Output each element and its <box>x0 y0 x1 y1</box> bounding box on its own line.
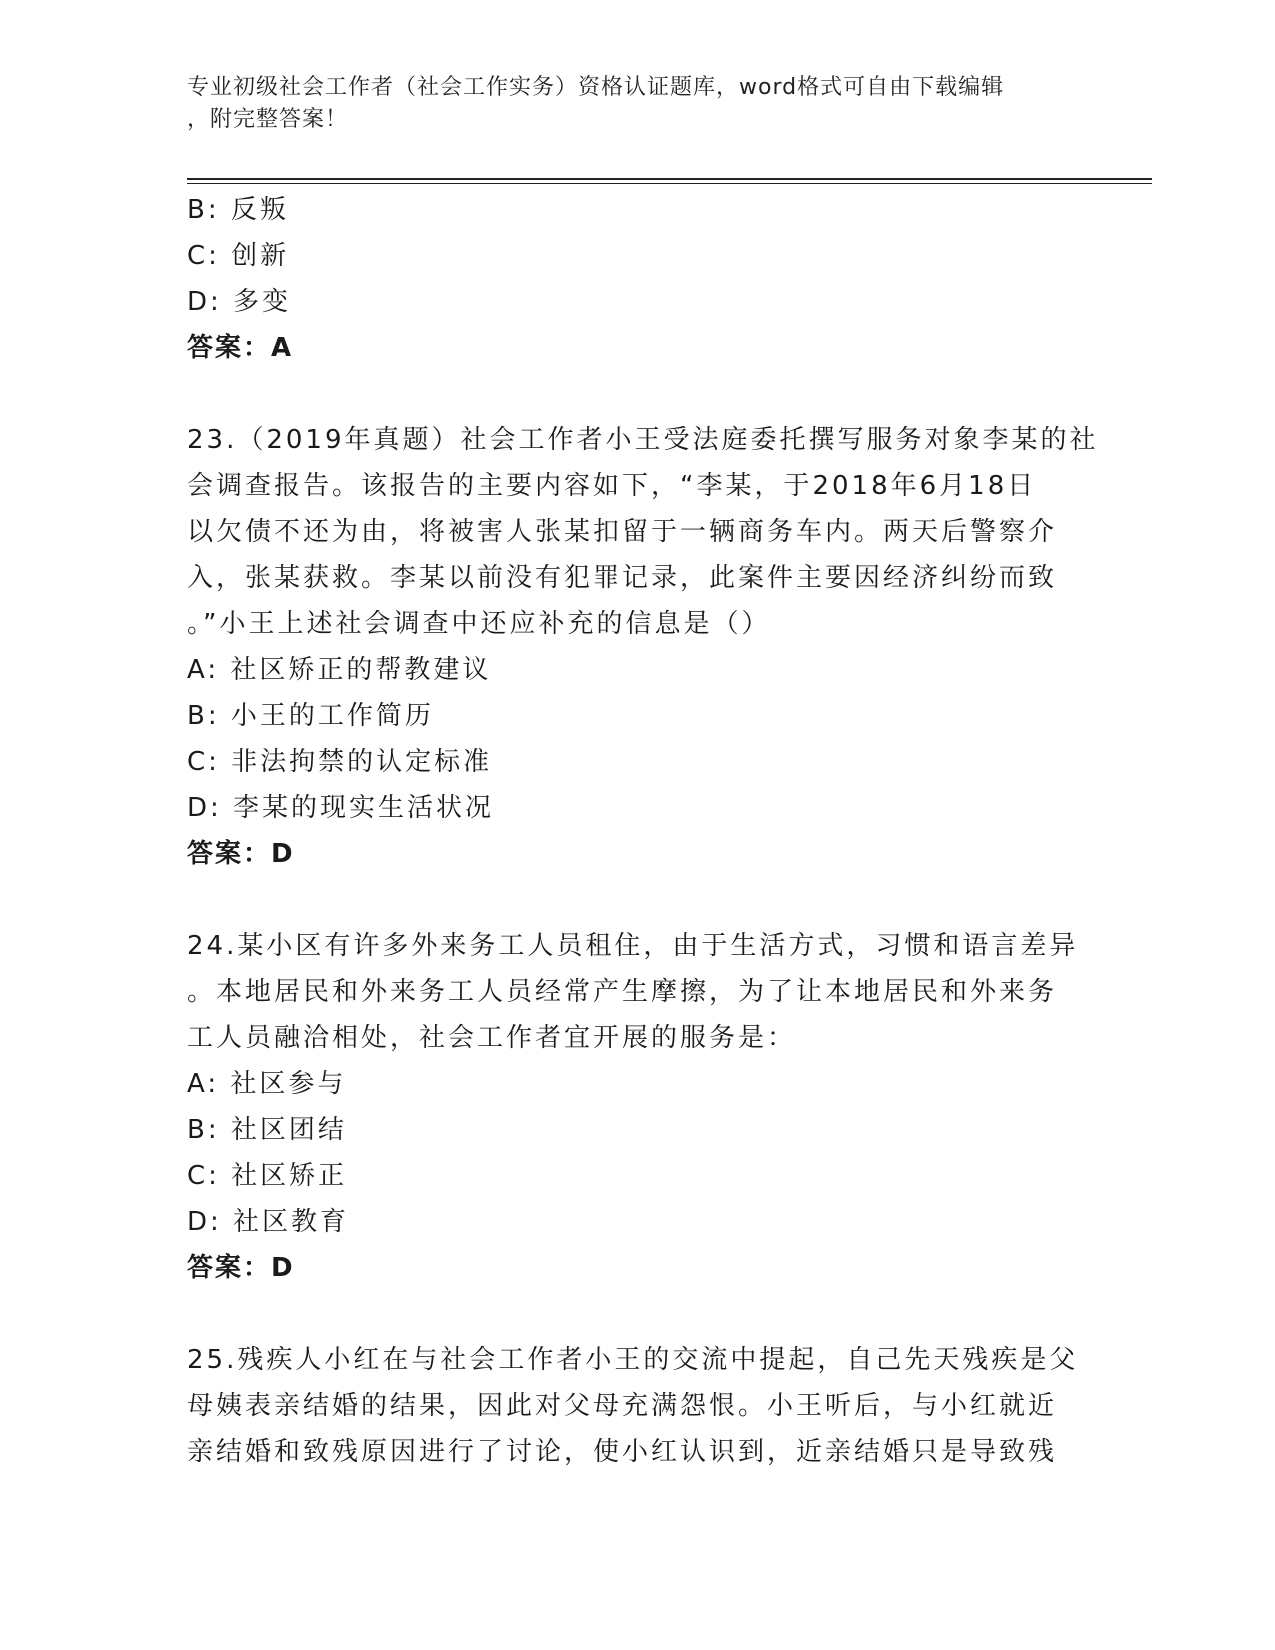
header-rule-thin <box>187 183 1152 184</box>
header-line-2: ，附完整答案！ <box>187 107 349 132</box>
spacer <box>187 1291 1087 1337</box>
question-text-line: 母姨表亲结婚的结果，因此对父母充满怨恨。小王听后，与小红就近 <box>187 1391 1058 1421</box>
option-c: C: 非法拘禁的认定标准 <box>187 747 493 777</box>
question-text-line: 。”小王上述社会调查中还应补充的信息是（） <box>187 609 771 639</box>
option-c: C: 社区矫正 <box>187 1161 348 1191</box>
question-25 <box>187 1337 1087 1475</box>
question-text-line: 23.（2019年真题）社会工作者小王受法庭委托撰写服务对象李某的社 <box>187 425 1099 455</box>
question-text-line: 。本地居民和外来务工人员经常产生摩擦，为了让本地居民和外来务 <box>187 977 1058 1007</box>
question-24 <box>187 923 1087 1291</box>
answer-label: 答案：D <box>187 839 295 869</box>
question-text-line: 24.某小区有许多外来务工人员租住，由于生活方式，习惯和语言差异 <box>187 931 1079 961</box>
question-text-line: 入，张某获救。李某以前没有犯罪记录，此案件主要因经济纠纷而致 <box>187 563 1058 593</box>
option-a: A: 社区参与 <box>187 1069 347 1099</box>
question-text-line: 亲结婚和致残原因进行了讨论，使小红认识到，近亲结婚只是导致残 <box>187 1437 1058 1467</box>
answer-label: 答案：A <box>187 333 294 363</box>
question-body <box>187 187 1099 1475</box>
option-d: D: 李某的现实生活状况 <box>187 793 495 823</box>
answer-label: 答案：D <box>187 1253 295 1283</box>
option-a: A: 社区矫正的帮教建议 <box>187 655 492 685</box>
option-d: D: 社区教育 <box>187 1207 350 1237</box>
question-text-line: 25.残疾人小红在与社会工作者小王的交流中提起，自己先天残疾是父 <box>187 1345 1079 1375</box>
option-c: C: 创新 <box>187 241 290 271</box>
spacer <box>187 877 1087 923</box>
header-line-1: 专业初级社会工作者（社会工作实务）资格认证题库，word格式可自由下载编辑 <box>187 75 1005 100</box>
option-b: B: 反叛 <box>187 195 289 225</box>
option-b: B: 社区团结 <box>187 1115 347 1145</box>
question-23 <box>187 417 1099 877</box>
spacer <box>187 371 1087 417</box>
option-d: D: 多变 <box>187 287 292 317</box>
page-header <box>187 72 1067 136</box>
question-text-line: 会调查报告。该报告的主要内容如下，“李某，于2018年6月18日 <box>187 471 1037 501</box>
question-text-line: 工人员融洽相处，社会工作者宜开展的服务是： <box>187 1023 797 1053</box>
option-b: B: 小王的工作简历 <box>187 701 434 731</box>
header-rule-thick <box>187 178 1152 180</box>
prev-question <box>187 187 1087 371</box>
question-text-line: 以欠债不还为由，将被害人张某扣留于一辆商务车内。两天后警察介 <box>187 517 1058 547</box>
